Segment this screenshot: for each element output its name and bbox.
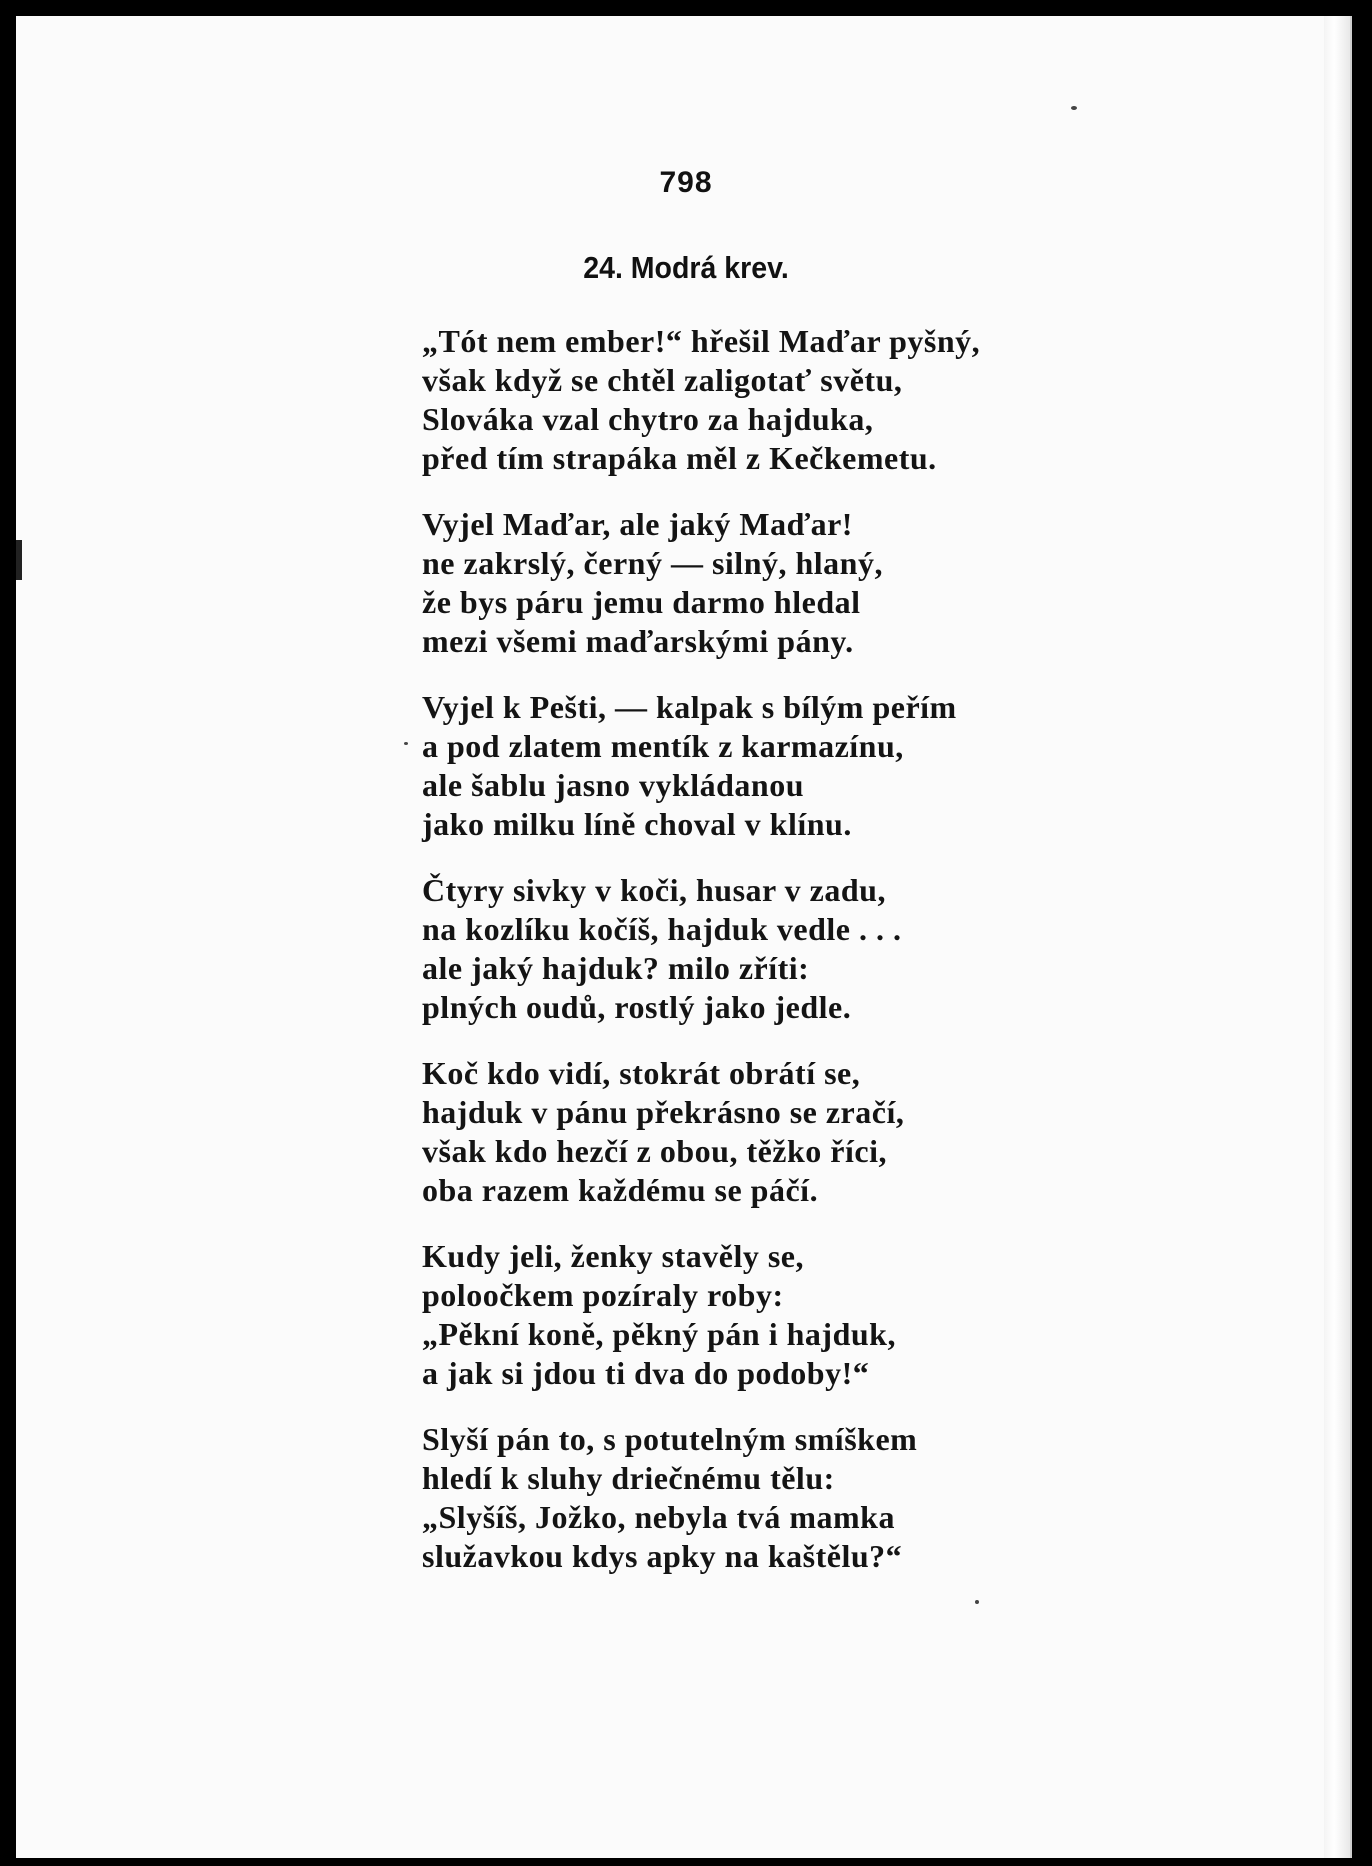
- poem-line: že bys páru jemu darmo hledal: [422, 584, 861, 620]
- poem-line: Vyjel k Pešti, — kalpak s bílým peřím: [422, 689, 957, 725]
- poem-line: Kudy jeli, ženky stavěly se,: [422, 1238, 804, 1274]
- poem-line: a pod zlatem mentík z karmazínu,: [422, 728, 904, 764]
- poem-line: oba razem každému se páčí.: [422, 1172, 819, 1208]
- stanza-5: [422, 1054, 1072, 1210]
- poem-line: ne zakrslý, černý — silný, hlaný,: [422, 545, 883, 581]
- poem-body: [422, 322, 1072, 1603]
- poem-line: služavkou kdys apky na kaštělu?“: [422, 1538, 903, 1574]
- poem-line: ale jaký hajduk? milo zříti:: [422, 950, 810, 986]
- poem-line: „Pěkní koně, pěkný pán i hajduk,: [422, 1316, 896, 1352]
- poem-line: Slyší pán to, s potutelným smíškem: [422, 1421, 918, 1457]
- poem-line: jako milku líně choval v klínu.: [422, 806, 852, 842]
- poem-line: Čtyry sivky v koči, husar v zadu,: [422, 872, 886, 908]
- poem-line: Vyjel Maďar, ale jaký Maďar!: [422, 506, 853, 542]
- stanza-1: [422, 322, 1072, 478]
- poem-line: však kdo hezčí z obou, těžko říci,: [422, 1133, 887, 1169]
- stanza-2: [422, 505, 1072, 661]
- binding-mark: [16, 540, 22, 580]
- stanza-4: [422, 871, 1072, 1027]
- stanza-6: [422, 1237, 1072, 1393]
- poem-line: mezi všemi maďarskými pány.: [422, 623, 854, 659]
- poem-line: na kozlíku kočíš, hajduk vedle . . .: [422, 911, 902, 947]
- poem-line: ale šablu jasno vykládanou: [422, 767, 805, 803]
- stanza-7: [422, 1420, 1072, 1576]
- stanza-3: [422, 688, 1072, 844]
- dust-speck: [1071, 106, 1077, 110]
- poem-line: „Slyšíš, Jožko, nebyla tvá mamka: [422, 1499, 895, 1535]
- poem-line: Koč kdo vidí, stokrát obrátí se,: [422, 1055, 861, 1091]
- poem-line: Slováka vzal chytro za hajduka,: [422, 401, 874, 437]
- poem-line: plných oudů, rostlý jako jedle.: [422, 989, 852, 1025]
- poem-line: „Tót nem ember!“ hřešil Maďar pyšný,: [422, 323, 981, 359]
- poem-line: hledí k sluhy driečnému tělu:: [422, 1460, 835, 1496]
- poem-line: poloočkem pozíraly roby:: [422, 1277, 784, 1313]
- poem-line: a jak si jdou ti dva do podoby!“: [422, 1355, 870, 1391]
- page-number: 798: [659, 166, 713, 199]
- dust-speck: [404, 742, 408, 745]
- page-edge: [1324, 16, 1350, 1858]
- poem-line: hajduk v pánu překrásno se zračí,: [422, 1094, 905, 1130]
- poem-title: 24. Modrá krev.: [583, 250, 789, 285]
- poem-line: před tím strapáka měl z Kečkemetu.: [422, 440, 937, 476]
- poem-line: však když se chtěl zaligotať světu,: [422, 362, 903, 398]
